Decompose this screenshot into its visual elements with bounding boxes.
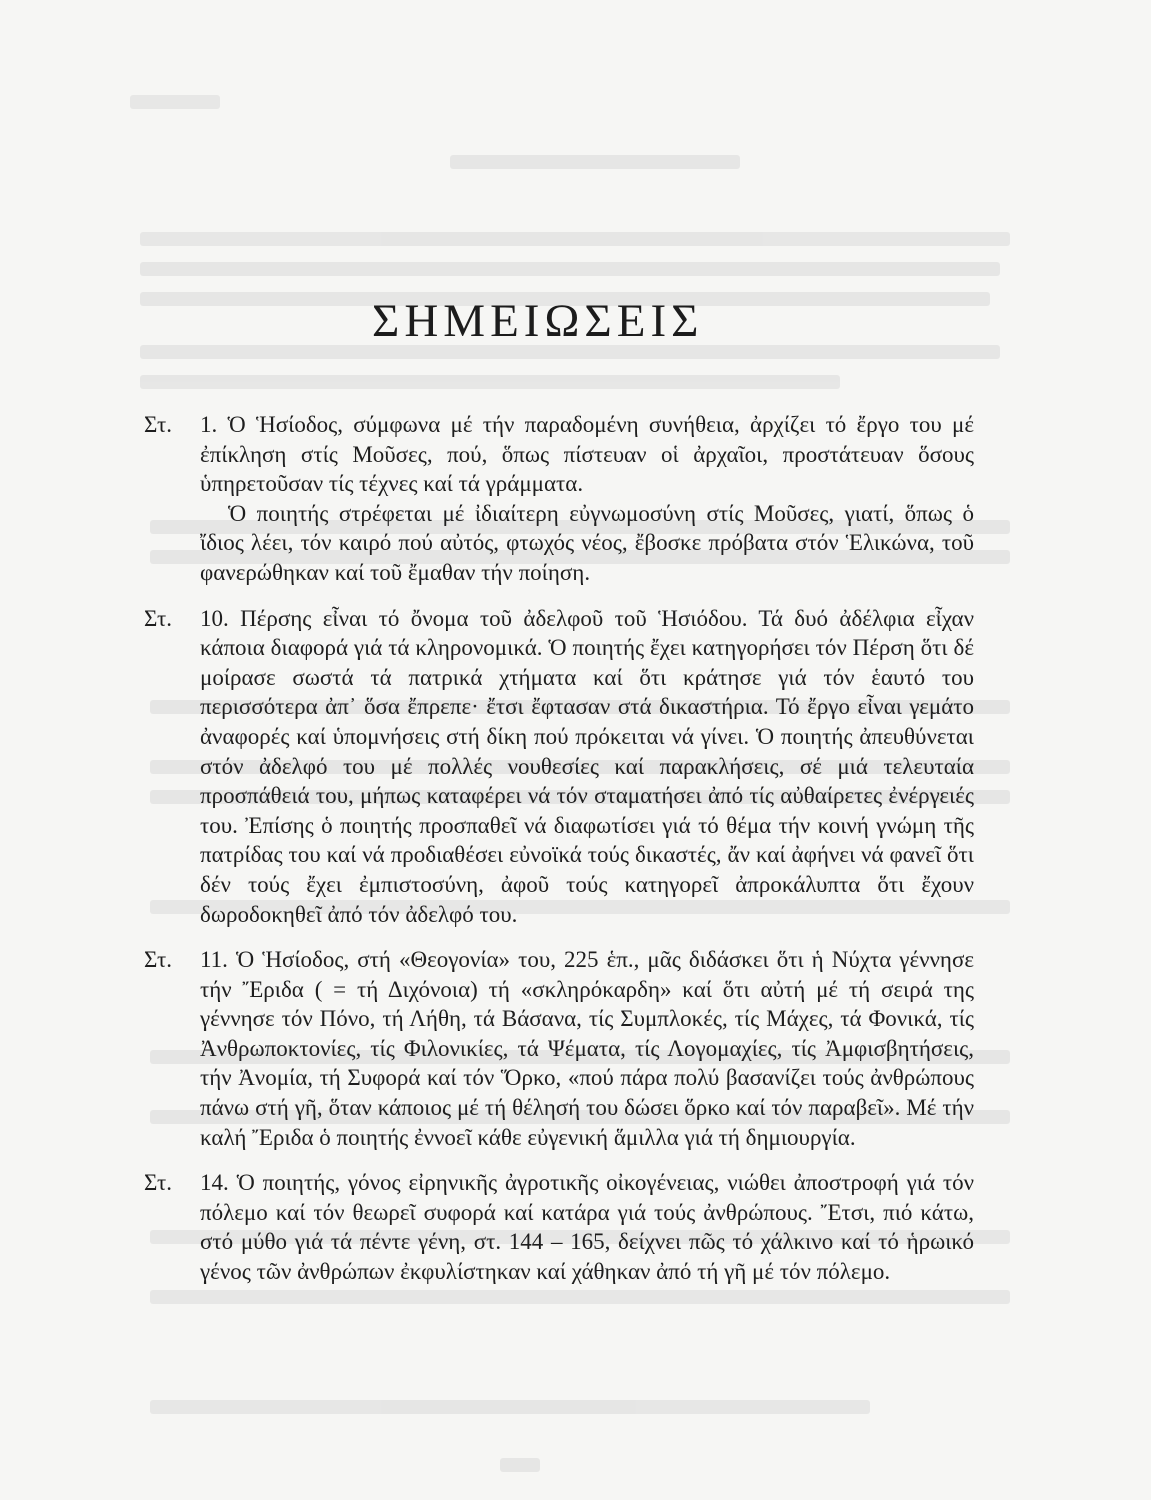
- note-label: [144, 945, 200, 1152]
- page-title-text: ΣΗΜΕΙΩΣΕΙΣ: [372, 295, 704, 347]
- note-text: Ὁ ποιητής, γόνος εἰρηνικῆς ἀγροτικῆς οἰκογένειας, νιώθει ἀποστροφή γιά τόν πόλεμο καί τόν θεωρεῖ συφορά καί κατάρα γιά τούς ἀνθρώπους. Ἔτσι, πιό κάτω, στό μύθο γιά τά πέντε γένη, στ. 144 – 165, δείχνει πῶς τό χάλκινο καί τό ἡρωικό γένος τῶν ἀνθρώπων ἐκφυλίστηκαν καί χάθηκαν ἀπό τή γῆ μέ τόν πόλεμο.: [200, 1170, 974, 1285]
- note-text: Πέρσης εἶναι τό ὄνομα τοῦ ἀδελφοῦ τοῦ Ἡσιόδου. Τά δυό ἀδέλφια εἶχαν κάποια διαφορά γιά τά κληρονομικά. Ὁ ποιητής ἔχει κατηγορήσει τόν Πέρση ὅτι δέ μοίρασε σωστά τά πατρικά χτήματα καί ὅτι κράτησε γιά τόν ἑαυτό του περισσότερα ἀπ᾽ ὅσα ἔπρεπε· ἔτσι ἔφτασαν στά δικαστήρια. Τό ἔργο εἶναι γεμάτο ἀναφορές καί ὑπομνήσεις στή δίκη πού πρόκειται νά γίνει. Ὁ ποιητής ἀπευθύνεται στόν ἀδελφό του μέ πολλές νουθεσίες καί παρακλήσεις, σέ μιά τελευταία προσπάθειά του, μήπως καταφέρει νά τόν σταματήσει ἀπό τίς αὐθαίρετες ἐνέργειές του. Ἐπίσης ὁ ποιητής προσπαθεῖ νά διαφωτίσει γιά τό θέμα τήν κοινή γνώμη τῆς πατρίδας του καί νά προδιαθέσει εὐνοϊκά τούς δικαστές, ἄν καί ἀφήνει νά φανεῖ ὅτι δέν τούς ἔχει ἐμπιστοσύνη, ἀφοῦ τούς κατηγορεῖ ἀπροκάλυπτα ὅτι ἔχουν δωροδοκηθεῖ ἀπό τόν ἀδελφό του.: [200, 605, 974, 927]
- note-label: [144, 604, 200, 930]
- note-body: [200, 945, 974, 1152]
- note-prefix: Στ.: [144, 605, 172, 631]
- note-body: [200, 604, 974, 930]
- note-body: [200, 1168, 974, 1286]
- notes-list: [144, 410, 974, 1303]
- note-text: Ὁ Ἡσίοδος, σύμφωνα μέ τήν παραδομένη συνήθεια, ἀρχίζει τό ἔργο του μέ ἐπίκληση στίς Μοῦσες, πού, ὅπως πίστευαν οἱ ἀρχαῖοι, προστάτευαν ὅσους ὑπηρετοῦσαν τίς τέχνες καί τά γράμματα.: [200, 412, 974, 497]
- note-label: [144, 1168, 200, 1286]
- note-text: Ὁ Ἡσίοδος, στή «Θεογονία» του, 225 ἑπ., μᾶς διδάσκει ὅτι ἡ Νύχτα γέννησε τήν Ἔριδα ( = τή Διχόνοια) τή «σκληρόκαρδη» καί ὅτι αὐτή μέ τή σειρά της γέννησε τόν Πόνο, τή Λήθη, τά Βάσανα, τίς Συμπλοκές, τίς Μάχες, τά Φονικά, τίς Ἀνθρωποκτονίες, τίς Φιλονικίες, τά Ψέματα, τίς Λογομαχίες, τίς Ἀμφισβητήσεις, τήν Ἀνομία, τή Συφορά καί τόν Ὅρκο, «πού πάρα πολύ βασανίζει τούς ἀνθρώπους πάνω στή γῆ, ὅταν κάποιος μέ τή θέλησή του δώσει ὅρκο καί τόν παραβεῖ». Μέ τήν καλή Ἔριδα ὁ ποιητής ἐννοεῖ κάθε εὐγενική ἅμιλλα γιά τή δημιουργία.: [200, 947, 975, 1150]
- note-prefix: Στ.: [144, 412, 172, 437]
- note-number: 1.: [200, 412, 218, 437]
- note-line-14: [144, 1168, 974, 1286]
- note-paragraph: [200, 410, 974, 499]
- note-number: 10.: [200, 605, 229, 631]
- note-prefix: Στ.: [144, 947, 172, 973]
- note-paragraph: [200, 1168, 974, 1286]
- note-line-1: [144, 410, 974, 588]
- note-body: [200, 410, 974, 588]
- note-prefix: Στ.: [144, 1170, 172, 1196]
- note-line-10: [144, 604, 974, 930]
- note-paragraph: [200, 604, 974, 930]
- note-paragraph: [200, 945, 974, 1152]
- note-line-11: [144, 945, 974, 1152]
- note-number: 14.: [200, 1170, 229, 1196]
- note-text: Ὁ ποιητής στρέφεται μέ ἰδιαίτερη εὐγνωμοσύνη στίς Μοῦσες, γιατί, ὅπως ὁ ἴδιος λέει, τόν καιρό πού αὐτός, φτωχός νέος, ἔβοσκε πρόβατα στόν Ἑλικώνα, τοῦ φανερώθηκαν καί τοῦ ἔμαθαν τήν ποίηση.: [200, 500, 974, 585]
- note-paragraph: [200, 499, 974, 588]
- note-number: 11.: [200, 947, 228, 973]
- note-label: [144, 410, 200, 588]
